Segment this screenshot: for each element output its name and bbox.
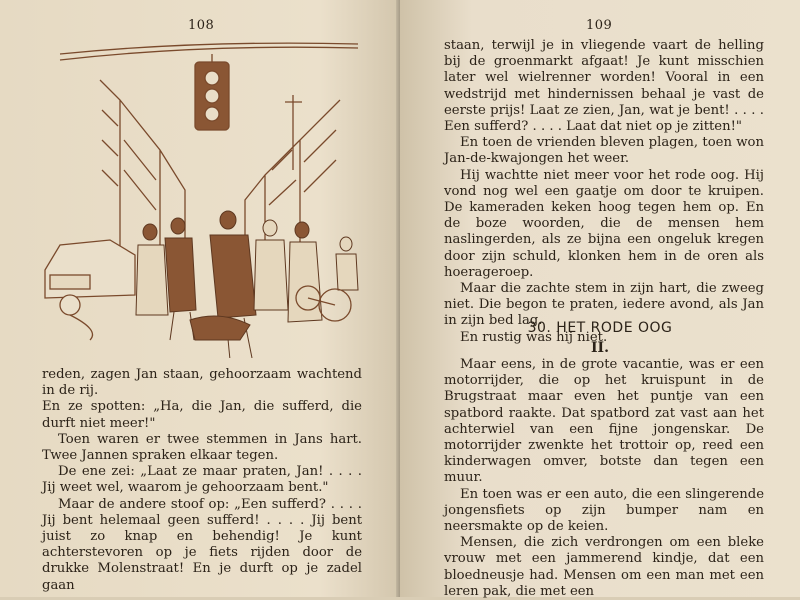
paragraph: De ene zei: „Laat ze maar praten, Jan! . . . . Jij weet wel, waarom je gehoorzaam bent."	[42, 464, 362, 496]
paragraph: reden, zagen Jan staan, gehoorzaam wachtend in de rij.	[42, 367, 362, 399]
paragraph: staan, terwijl je in vliegende vaart de helling bij de groenmarkt afgaat! Je kunt misschien later wel wielrenner worden! Vooral in een wedstrijd met hindernissen behaal je vast de eerste prijs! Laat ze zien, Jan, wat je bent! . . . . Een sufferd? . . . . Laat dat niet op je zitten!"	[444, 38, 764, 135]
street-scene-illustration	[40, 40, 362, 358]
chapter-title: 30. HET RODE OOG	[527, 320, 673, 336]
page-number: 108	[188, 18, 215, 33]
right-upper-text	[444, 38, 764, 346]
paragraph: Maar de andere stoof op: „Een sufferd? . . . . Jij bent helemaal geen sufferd! . . . . Jij bent juist zo knap en behendig! Je kunt achterstevoren op je fiets rijden door de drukke Molenstraat! En je durft op je zadel gaan	[42, 496, 362, 593]
page-number: 109	[586, 18, 613, 33]
paragraph: Maar eens, in de grote vacantie, was er een motorrijder, die op het kruispunt in de Brugstraat maar even het puntje van een spatbord raakte. Dat spatbord zat vast aan het achterwiel van een fijne jongenskar. De motorrijder zwenkte het trottoir op, reed een kinderwagen omver, botste dan tegen een muur.	[444, 357, 764, 486]
left-body-text	[42, 367, 362, 594]
paragraph: Toen waren er twee stemmen in Jans hart. Twee Jannen spraken elkaar tegen.	[42, 431, 362, 464]
chapter-part: II.	[591, 340, 609, 356]
paragraph: Hij wachtte niet meer voor het rode oog. Hij vond nog wel een gaatje om door te kruipen. De kameraden keken hoog tegen hem op. En de boze woorden, die de mensen hem naslingerden, als ze bijna een ongeluk kregen door zijn schuld, klonken hem in de oren als hoerageroep.	[444, 167, 764, 280]
paragraph: Mensen, die zich verdrongen om een bleke vrouw met een jammerend kindje, dat een bloedneusje had. Mensen om een man met een leren pak, die met een	[444, 535, 764, 599]
right-page	[400, 0, 800, 597]
paragraph: En rustig was hij niet.	[460, 329, 608, 345]
paragraph: En ze spotten: „Ha, die Jan, die sufferd, die durft niet meer!"	[42, 399, 362, 431]
paragraph: En toen de vrienden bleven plagen, toen won Jan-de-kwajongen het weer.	[444, 135, 764, 167]
left-page	[0, 0, 400, 597]
paragraph: En toen was er een auto, die een slingerende jongensfiets op zijn bumper nam en neersmakte op de keien.	[444, 486, 764, 535]
right-lower-text	[444, 357, 764, 600]
paragraph: Maar die zachte stem in zijn hart, die zweeg niet. Die begon te praten, iedere avond, als Jan in zijn bed lag.	[444, 281, 764, 329]
